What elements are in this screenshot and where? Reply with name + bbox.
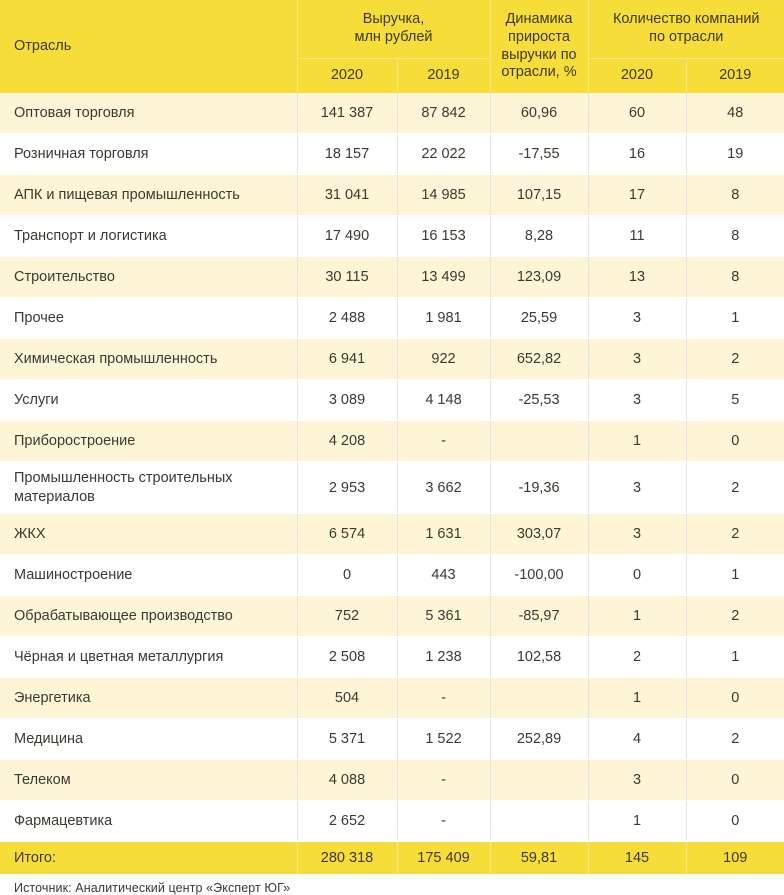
dynamics-line2: прироста — [508, 28, 570, 45]
cell-dynamics — [490, 760, 588, 801]
table-row — [0, 719, 784, 760]
column-header-dynamics — [490, 0, 588, 93]
totals-row — [0, 842, 784, 875]
cell-industry-name: АПК и пищевая промышленность — [0, 175, 297, 216]
cell-count-2020: 11 — [588, 216, 686, 257]
cell-count-2020: 13 — [588, 257, 686, 298]
cell-revenue-2019: 22 022 — [397, 134, 490, 175]
cell-count-2019: 2 — [686, 719, 784, 760]
dynamics-line1: Динамика — [505, 11, 573, 28]
table-row — [0, 93, 784, 134]
revenue-group-line2: млн рублей — [354, 29, 433, 45]
table-row — [0, 421, 784, 462]
cell-dynamics: 8,28 — [490, 216, 588, 257]
cell-count-2019: 2 — [686, 596, 784, 637]
cell-count-2019: 0 — [686, 801, 784, 842]
cell-revenue-2019: 14 985 — [397, 175, 490, 216]
cell-count-2019: 2 — [686, 514, 784, 555]
cell-revenue-2019: - — [397, 678, 490, 719]
table-body — [0, 93, 784, 842]
table-row — [0, 380, 784, 421]
table-header — [0, 0, 784, 93]
cell-revenue-2020: 0 — [297, 555, 397, 596]
cell-dynamics: 123,09 — [490, 257, 588, 298]
cell-revenue-2020: 2 953 — [297, 462, 397, 514]
cell-revenue-2019: 443 — [397, 555, 490, 596]
totals-revenue-2020: 280 318 — [297, 842, 397, 875]
dynamics-line4: отрасли, % — [501, 64, 577, 81]
cell-industry-name: Машиностроение — [0, 555, 297, 596]
source-note: Источник: Аналитический центр «Эксперт ЮГ» — [14, 881, 291, 895]
cell-revenue-2020: 17 490 — [297, 216, 397, 257]
column-header-revenue-2020: 2020 — [297, 59, 397, 94]
table-row — [0, 216, 784, 257]
cell-dynamics: 25,59 — [490, 298, 588, 339]
cell-count-2020: 1 — [588, 421, 686, 462]
totals-dynamics: 59,81 — [490, 842, 588, 875]
table-row — [0, 462, 784, 514]
cell-revenue-2020: 2 488 — [297, 298, 397, 339]
cell-dynamics — [490, 421, 588, 462]
cell-revenue-2019: 4 148 — [397, 380, 490, 421]
cell-count-2019: 2 — [686, 462, 784, 514]
cell-revenue-2020: 6 574 — [297, 514, 397, 555]
cell-count-2019: 0 — [686, 421, 784, 462]
cell-dynamics: 252,89 — [490, 719, 588, 760]
column-group-header-company-count — [588, 0, 784, 59]
table-row — [0, 801, 784, 842]
cell-count-2020: 3 — [588, 514, 686, 555]
table-row — [0, 555, 784, 596]
cell-revenue-2020: 752 — [297, 596, 397, 637]
cell-count-2020: 1 — [588, 596, 686, 637]
cell-revenue-2020: 18 157 — [297, 134, 397, 175]
cell-count-2020: 3 — [588, 339, 686, 380]
cell-revenue-2019: 1 522 — [397, 719, 490, 760]
table-footer — [0, 842, 784, 875]
column-header-industry: Отрасль — [0, 0, 297, 93]
cell-industry-name: Строительство — [0, 257, 297, 298]
cell-count-2019: 1 — [686, 555, 784, 596]
table-row — [0, 514, 784, 555]
cell-industry-name: Промышленность строительных материалов — [0, 462, 297, 514]
cell-revenue-2020: 504 — [297, 678, 397, 719]
cell-dynamics: -100,00 — [490, 555, 588, 596]
cell-industry-name: Химическая промышленность — [0, 339, 297, 380]
cell-industry-name: Фармацевтика — [0, 801, 297, 842]
cell-industry-name: Приборостроение — [0, 421, 297, 462]
cell-count-2019: 19 — [686, 134, 784, 175]
table-row — [0, 175, 784, 216]
cell-count-2020: 1 — [588, 801, 686, 842]
table-row — [0, 134, 784, 175]
cell-dynamics: 60,96 — [490, 93, 588, 134]
cell-industry-name: Чёрная и цветная металлургия — [0, 637, 297, 678]
cell-industry-name: ЖКХ — [0, 514, 297, 555]
cell-count-2020: 3 — [588, 760, 686, 801]
cell-industry-name: Транспорт и логистика — [0, 216, 297, 257]
cell-revenue-2020: 2 508 — [297, 637, 397, 678]
dynamics-line3: выручки по — [501, 46, 577, 63]
cell-revenue-2020: 30 115 — [297, 257, 397, 298]
cell-industry-name: Прочее — [0, 298, 297, 339]
cell-industry-name: Услуги — [0, 380, 297, 421]
cell-count-2020: 4 — [588, 719, 686, 760]
cell-revenue-2019: 1 631 — [397, 514, 490, 555]
cell-dynamics: 652,82 — [490, 339, 588, 380]
cell-revenue-2019: 16 153 — [397, 216, 490, 257]
table-row — [0, 760, 784, 801]
totals-count-2019: 109 — [686, 842, 784, 875]
cell-count-2019: 1 — [686, 298, 784, 339]
cell-revenue-2019: 1 238 — [397, 637, 490, 678]
table-row — [0, 339, 784, 380]
column-group-header-revenue — [297, 0, 490, 59]
table-row — [0, 678, 784, 719]
cell-dynamics: -17,55 — [490, 134, 588, 175]
cell-revenue-2019: 1 981 — [397, 298, 490, 339]
cell-dynamics: 303,07 — [490, 514, 588, 555]
cell-count-2019: 8 — [686, 257, 784, 298]
header-row-groups — [0, 0, 784, 59]
cell-revenue-2019: - — [397, 421, 490, 462]
cell-count-2019: 0 — [686, 678, 784, 719]
cell-revenue-2019: 13 499 — [397, 257, 490, 298]
column-header-count-2019: 2019 — [686, 59, 784, 94]
cell-industry-name: Телеком — [0, 760, 297, 801]
cell-count-2019: 0 — [686, 760, 784, 801]
cell-count-2019: 2 — [686, 339, 784, 380]
cell-industry-name: Оптовая торговля — [0, 93, 297, 134]
cell-dynamics — [490, 801, 588, 842]
cell-revenue-2020: 3 089 — [297, 380, 397, 421]
cell-revenue-2019: 3 662 — [397, 462, 490, 514]
cell-dynamics: 102,58 — [490, 637, 588, 678]
totals-label: Итого: — [0, 842, 297, 875]
cell-industry-name: Розничная торговля — [0, 134, 297, 175]
cell-revenue-2020: 4 208 — [297, 421, 397, 462]
companies-group-line1: Количество компаний — [612, 11, 760, 28]
cell-count-2020: 3 — [588, 462, 686, 514]
totals-revenue-2019: 175 409 — [397, 842, 490, 875]
cell-revenue-2020: 5 371 — [297, 719, 397, 760]
cell-count-2019: 48 — [686, 93, 784, 134]
cell-dynamics: -85,97 — [490, 596, 588, 637]
column-header-revenue-2019: 2019 — [397, 59, 490, 94]
cell-industry-name: Энергетика — [0, 678, 297, 719]
companies-group-line2: по отрасли — [649, 29, 724, 45]
table-row — [0, 637, 784, 678]
cell-dynamics: -19,36 — [490, 462, 588, 514]
revenue-group-line1: Выручка, — [362, 11, 425, 28]
cell-industry-name: Медицина — [0, 719, 297, 760]
cell-dynamics — [490, 678, 588, 719]
cell-count-2020: 2 — [588, 637, 686, 678]
cell-revenue-2019: - — [397, 801, 490, 842]
cell-count-2019: 8 — [686, 175, 784, 216]
cell-count-2020: 17 — [588, 175, 686, 216]
table-row — [0, 596, 784, 637]
cell-revenue-2020: 2 652 — [297, 801, 397, 842]
cell-count-2020: 3 — [588, 298, 686, 339]
column-header-count-2020: 2020 — [588, 59, 686, 94]
cell-revenue-2019: 87 842 — [397, 93, 490, 134]
cell-industry-name: Обрабатывающее производство — [0, 596, 297, 637]
cell-count-2020: 60 — [588, 93, 686, 134]
cell-revenue-2020: 6 941 — [297, 339, 397, 380]
cell-revenue-2019: 5 361 — [397, 596, 490, 637]
cell-revenue-2019: 922 — [397, 339, 490, 380]
cell-dynamics: -25,53 — [490, 380, 588, 421]
cell-count-2020: 16 — [588, 134, 686, 175]
cell-revenue-2020: 4 088 — [297, 760, 397, 801]
cell-revenue-2020: 31 041 — [297, 175, 397, 216]
totals-count-2020: 145 — [588, 842, 686, 875]
cell-count-2020: 3 — [588, 380, 686, 421]
table-row — [0, 298, 784, 339]
cell-count-2019: 1 — [686, 637, 784, 678]
cell-count-2020: 0 — [588, 555, 686, 596]
cell-revenue-2019: - — [397, 760, 490, 801]
cell-dynamics: 107,15 — [490, 175, 588, 216]
cell-count-2019: 5 — [686, 380, 784, 421]
cell-count-2020: 1 — [588, 678, 686, 719]
cell-revenue-2020: 141 387 — [297, 93, 397, 134]
cell-count-2019: 8 — [686, 216, 784, 257]
table-row — [0, 257, 784, 298]
